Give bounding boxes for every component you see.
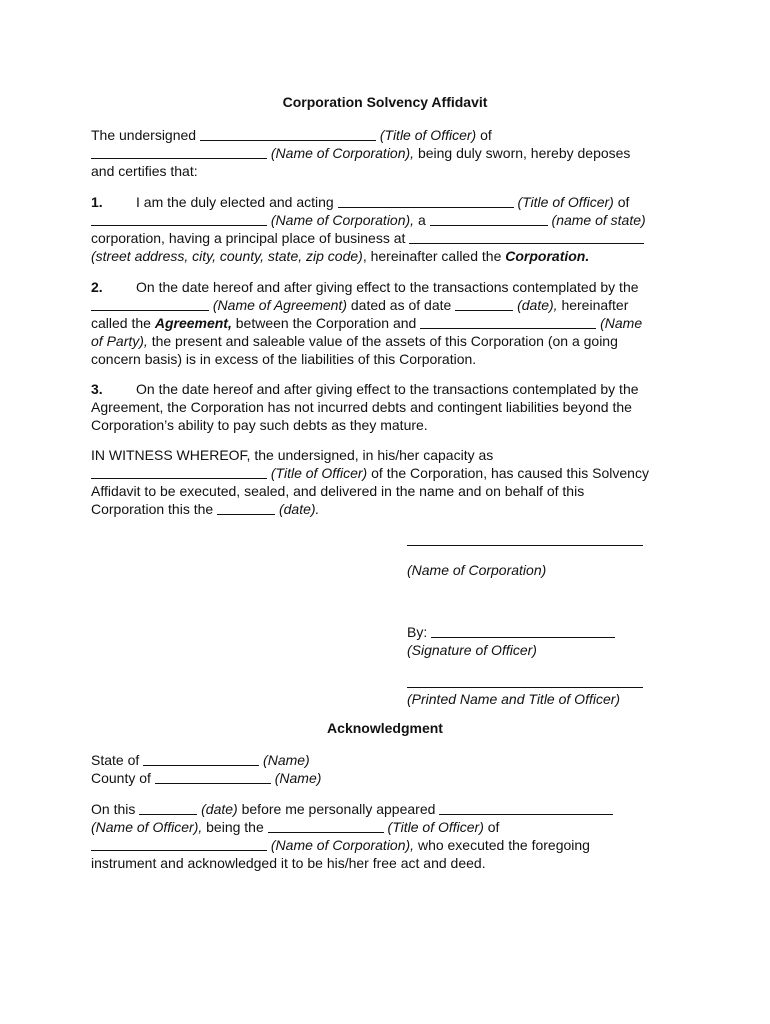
- paragraph-3: 3. On the date hereof and after giving effect to the transactions contemplated by the Agreement, the Corporation has not incurred debts and contingent liabilities beyond the Corporation’s ability to pay such debts as they mature.: [91, 381, 639, 433]
- title-of-officer-blank[interactable]: [91, 465, 267, 479]
- paragraph-1: 1. I am the duly elected and acting (Title of Officer) of (Name of Corporation), a (name of state) corporation, having a principal place of business at (street address, city, county, state, zip code), hereinafter called the Corporation.: [91, 194, 646, 264]
- name-of-corporation-blank[interactable]: [91, 837, 267, 851]
- title-of-officer-blank[interactable]: [200, 127, 376, 141]
- title-of-officer-blank[interactable]: [338, 194, 514, 208]
- date-blank[interactable]: [217, 501, 275, 515]
- venue-block: State of (Name) County of (Name): [91, 752, 322, 786]
- document-title: Corporation Solvency Affidavit: [282, 94, 488, 110]
- acknowledgment-paragraph: On this (date) before me personally appeared (Name of Officer), being the (Title of Officer) of (Name of Corporation), who executed the foregoing instrument and acknowledged it to be his/her free act and deed.: [91, 800, 686, 872]
- printed-name-label: (Printed Name and Title of Officer): [407, 691, 621, 707]
- name-of-officer-blank[interactable]: [439, 801, 613, 815]
- printed-name-line[interactable]: [407, 687, 643, 688]
- date-blank[interactable]: [139, 801, 197, 815]
- name-of-party-blank[interactable]: [420, 315, 596, 329]
- name-of-state-blank[interactable]: [430, 212, 548, 226]
- business-address-blank[interactable]: [409, 230, 644, 244]
- name-of-agreement-blank[interactable]: [91, 297, 209, 311]
- officer-signature-blank[interactable]: [431, 624, 615, 638]
- county-name-blank[interactable]: [155, 770, 271, 784]
- intro-paragraph: The undersigned (Title of Officer) of (Name of Corporation), being duly sworn, hereby deposes and certifies that:: [91, 127, 631, 179]
- title-of-officer-blank[interactable]: [268, 819, 384, 833]
- state-name-blank[interactable]: [143, 752, 259, 766]
- name-of-corporation-blank[interactable]: [91, 145, 267, 159]
- date-blank[interactable]: [455, 297, 513, 311]
- corporation-name-line[interactable]: [407, 545, 643, 546]
- signature-label: (Signature of Officer): [407, 642, 537, 658]
- signature-by-line: By:: [407, 623, 615, 641]
- name-of-corporation-blank[interactable]: [91, 212, 267, 226]
- corporation-name-label: (Name of Corporation): [407, 562, 547, 578]
- acknowledgment-title: Acknowledgment: [327, 720, 443, 736]
- paragraph-2: 2. On the date hereof and after giving effect to the transactions contemplated by the (Name of Agreement) dated as of date (date), hereinafter called the Agreement, between the Corporation and (Name of Party), the present and saleable value of the assets of this Corporation (on a going concern basis) is in excess of the liabilities of this Corporation.: [91, 279, 643, 367]
- witness-paragraph: IN WITNESS WHEREOF, the undersigned, in his/her capacity as (Title of Officer) of the Corporation, has caused this Solvency Affidavit to be executed, sealed, and delivered in the name and on behalf of this Corporation this the (date).: [91, 447, 649, 517]
